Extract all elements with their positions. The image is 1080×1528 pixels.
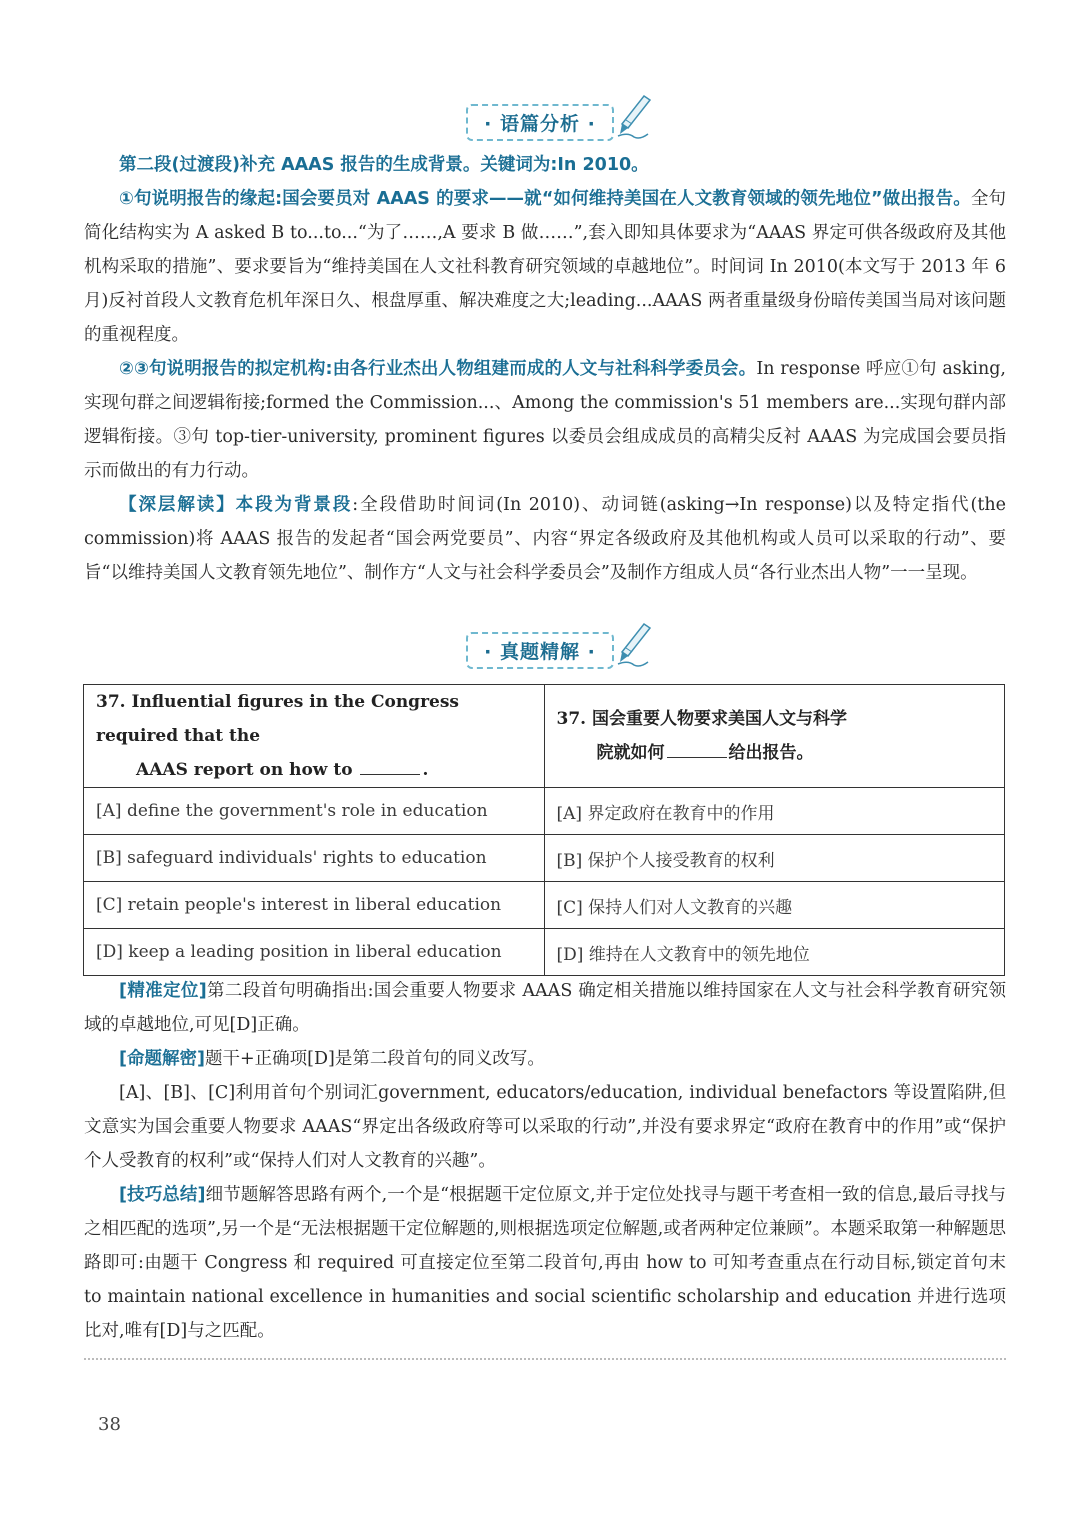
- option-row: [84, 788, 1005, 835]
- question-row: [84, 685, 1005, 788]
- footer-divider: [84, 1358, 1006, 1360]
- option-zh: [B] 保护个人接受教育的权利: [544, 835, 1005, 882]
- question-zh: [544, 685, 1005, 788]
- analysis-p1-label: ①句说明报告的缘起:国会要员对 AAAS 的要求——就“如何维持美国在人文教育领域的领先地位”做出报告。: [119, 189, 971, 209]
- analysis-paragraph-2: [84, 352, 1006, 488]
- option-en: [D] keep a leading position in liberal education: [84, 929, 545, 976]
- option-row: [84, 835, 1005, 882]
- question-zh-line2-text: 院就如何: [596, 743, 665, 763]
- question-zh-line2: [557, 736, 993, 770]
- option-row: [84, 882, 1005, 929]
- question-en-line1: 37. Influential figures in the Congress required that the: [96, 692, 459, 746]
- pen-icon: [614, 94, 652, 140]
- question-zh-line1: 37. 国会重要人物要求美国人文与科学: [556, 709, 847, 729]
- decode-text: 题干+正确项[D]是第二段首句的同义改写。: [205, 1049, 545, 1069]
- option-zh: [C] 保持人们对人文教育的兴趣: [544, 882, 1005, 929]
- question-table: [83, 684, 1005, 976]
- analysis-p3-text: :全段借助时间词(In 2010)、动词链(asking→In response)以及特定指代(the commission)将 AAAS 报告的发起者“国会两党要员”、内容“界定各级政府及其他机构或人员可以采取的行动”、要旨“以维持美国人文教育领先地位”、制作方“人文与社会科学委员会”及制作方组成人员“各行业杰出人物”一一呈现。: [84, 495, 1007, 583]
- section-title-analysis-text: · 语篇分析 ·: [484, 112, 596, 135]
- pen-icon: [614, 622, 652, 668]
- explanation-block: [84, 974, 1006, 1348]
- section-tag-answer: [0, 630, 1080, 670]
- locate-text: 第二段首句明确指出:国会重要人物要求 AAAS 确定相关措施以维持国家在人文与社会科学教育研究领域的卓越地位,可见[D]正确。: [84, 981, 1006, 1035]
- question-zh-line2-end: 给出报告。: [728, 743, 814, 763]
- page-number: 38: [98, 1414, 121, 1435]
- question-en-line2: [96, 753, 532, 787]
- section-title-answer-text: · 真题精解 ·: [484, 640, 596, 663]
- decode-label: [命题解密]: [119, 1049, 205, 1069]
- answer-blank: [667, 739, 727, 758]
- analysis-p2-label: ②③句说明报告的拟定机构:由各行业杰出人物组建而成的人文与社科科学委员会。: [119, 359, 757, 379]
- section-title-answer: [466, 632, 614, 669]
- question-en: [84, 685, 545, 788]
- section-tag-analysis: [0, 102, 1080, 142]
- explanation-skill: [84, 1178, 1006, 1348]
- explanation-locate: [84, 974, 1006, 1042]
- skill-label: [技巧总结]: [119, 1185, 206, 1205]
- analysis-p1-text: 全句简化结构实为 A asked B to...to...“为了……,A 要求 B 做……”,套入即知具体要求为“AAAS 界定可供各级政府及其他机构采取的措施”、要求要旨为“维持美国在人文社科教育研究领域的卓越地位”。时间词 In 2010(本文写于 2013 年 6 月)反衬首段人文教育危机年深日久、根盘厚重、解决难度之大;leading...AAAS 两者重量级身份暗传美国当局对该问题的重视程度。: [84, 189, 1006, 345]
- answer-blank: [360, 756, 420, 775]
- explanation-decode: [84, 1042, 1006, 1076]
- analysis-paragraph-3: [84, 488, 1006, 590]
- option-row: [84, 929, 1005, 976]
- option-en: [B] safeguard individuals' rights to education: [84, 835, 545, 882]
- option-zh: [A] 界定政府在教育中的作用: [544, 788, 1005, 835]
- analysis-block: [84, 148, 1006, 590]
- skill-text: 细节题解答思路有两个,一个是“根据题干定位原文,并于定位处找寻与题干考查相一致的信息,最后寻找与之相匹配的选项”,另一个是“无法根据题干定位解题的,则根据选项定位解题,或者两种定位兼顾”。本题采取第一种解题思路即可:由题干 Congress 和 required 可直接定位至第二段首句,再由 how to 可知考查重点在行动目标,锁定首句末 to maintain national excellence in humanities and social scientific scholarship and education 并进行选项比对,唯有[D]与之匹配。: [84, 1185, 1007, 1341]
- section-title-analysis: [466, 104, 614, 141]
- question-en-line2-text: AAAS report on how to: [136, 760, 353, 780]
- analysis-p2-text: In response 呼应①句 asking,实现句群之间逻辑衔接;formed the Commission...、Among the commission's 51 members are...实现句群内部逻辑衔接。③句 top-tier-university, prominent figures 以委员会组成成员的高精尖反衬 AAAS 为完成国会要员指示而做出的有力行动。: [84, 359, 1006, 481]
- question-en-line2-end: .: [422, 760, 429, 780]
- option-zh: [D] 维持在人文教育中的领先地位: [544, 929, 1005, 976]
- analysis-heading: 第二段(过渡段)补充 AAAS 报告的生成背景。关键词为:In 2010。: [119, 155, 649, 175]
- explanation-distractors: [A]、[B]、[C]利用首句个别词汇government, educators/education, individual benefactors 等设置陷阱,但文意实为国会重要人物要求 AAAS“界定出各级政府等可以采取的行动”,并没有要求界定“政府在教育中的作用”或“保护个人受教育的权利”或“保持人们对人文教育的兴趣”。: [84, 1083, 1006, 1171]
- locate-label: [精准定位]: [119, 981, 207, 1001]
- option-en: [C] retain people's interest in liberal education: [84, 882, 545, 929]
- analysis-p3-label: 【深层解读】本段为背景段: [119, 495, 353, 515]
- option-en: [A] define the government's role in education: [84, 788, 545, 835]
- analysis-paragraph-1: [84, 182, 1006, 352]
